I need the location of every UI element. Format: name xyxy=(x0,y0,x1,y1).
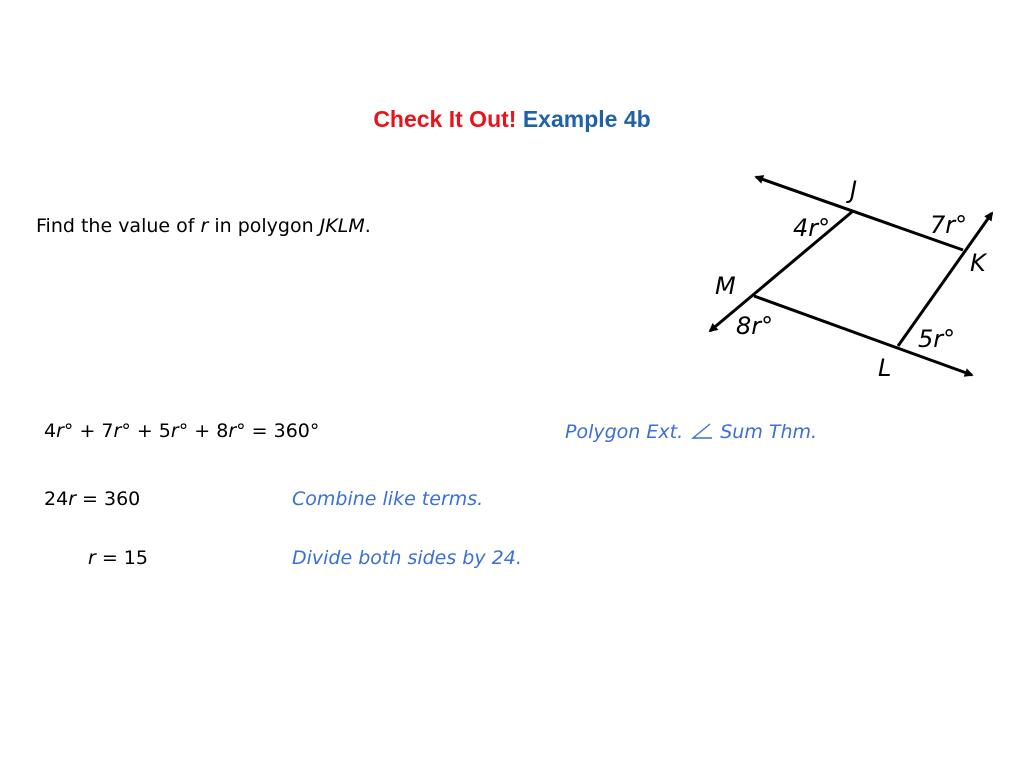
problem-prompt xyxy=(36,214,371,238)
equation-part: = 360 xyxy=(76,488,141,510)
vertex-label-j: J xyxy=(850,176,858,204)
equation-part: 4 xyxy=(44,420,57,442)
equation-variable: r xyxy=(68,488,76,510)
equation-variable: r xyxy=(88,547,96,569)
equation-variable: r xyxy=(228,420,237,442)
angle-label-l: 5r° xyxy=(918,325,956,353)
line-jm-extended xyxy=(710,211,853,331)
angle-label-k: 7r° xyxy=(930,211,968,239)
vertex-label-l: L xyxy=(878,354,892,382)
equation-part: 24 xyxy=(44,488,69,510)
equation-variable: r xyxy=(56,420,64,442)
equation-part: = 15 xyxy=(95,547,148,569)
vertex-label-m: M xyxy=(715,272,736,300)
prompt-text-before: Find the value of xyxy=(36,215,201,237)
equation-part: ° = 360° xyxy=(236,420,320,442)
angle-label-m: 8r° xyxy=(736,312,774,340)
slide-title xyxy=(0,104,1024,134)
polygon-figure xyxy=(690,160,1000,390)
reason-text-after: Sum Thm. xyxy=(720,421,818,443)
equation-part: ° + 8 xyxy=(178,420,229,442)
vertex-label-k: K xyxy=(970,249,986,277)
equation-variable: r xyxy=(113,420,122,442)
prompt-polygon-name: JKLM xyxy=(319,215,365,237)
equation-step-1 xyxy=(44,419,319,443)
prompt-variable: r xyxy=(200,215,209,237)
equation-step-2 xyxy=(44,487,140,511)
angle-label-j: 4r° xyxy=(793,214,831,242)
equation-part: ° + 5 xyxy=(121,420,171,442)
reason-step-1 xyxy=(565,420,817,444)
equation-part: ° + 7 xyxy=(63,420,114,442)
title-example-number: Example 4b xyxy=(522,106,651,132)
equation-step-3 xyxy=(88,546,148,570)
reason-text-before: Polygon Ext. xyxy=(565,421,684,443)
angle-symbol-icon xyxy=(691,422,713,440)
reason-step-2: Combine like terms. xyxy=(292,488,484,510)
reason-step-3: Divide both sides by 24. xyxy=(292,547,522,569)
equation-variable: r xyxy=(170,420,179,442)
title-check-it-out: Check It Out! xyxy=(373,106,517,132)
prompt-text-middle: in polygon xyxy=(208,215,320,237)
prompt-text-after: . xyxy=(364,215,371,237)
